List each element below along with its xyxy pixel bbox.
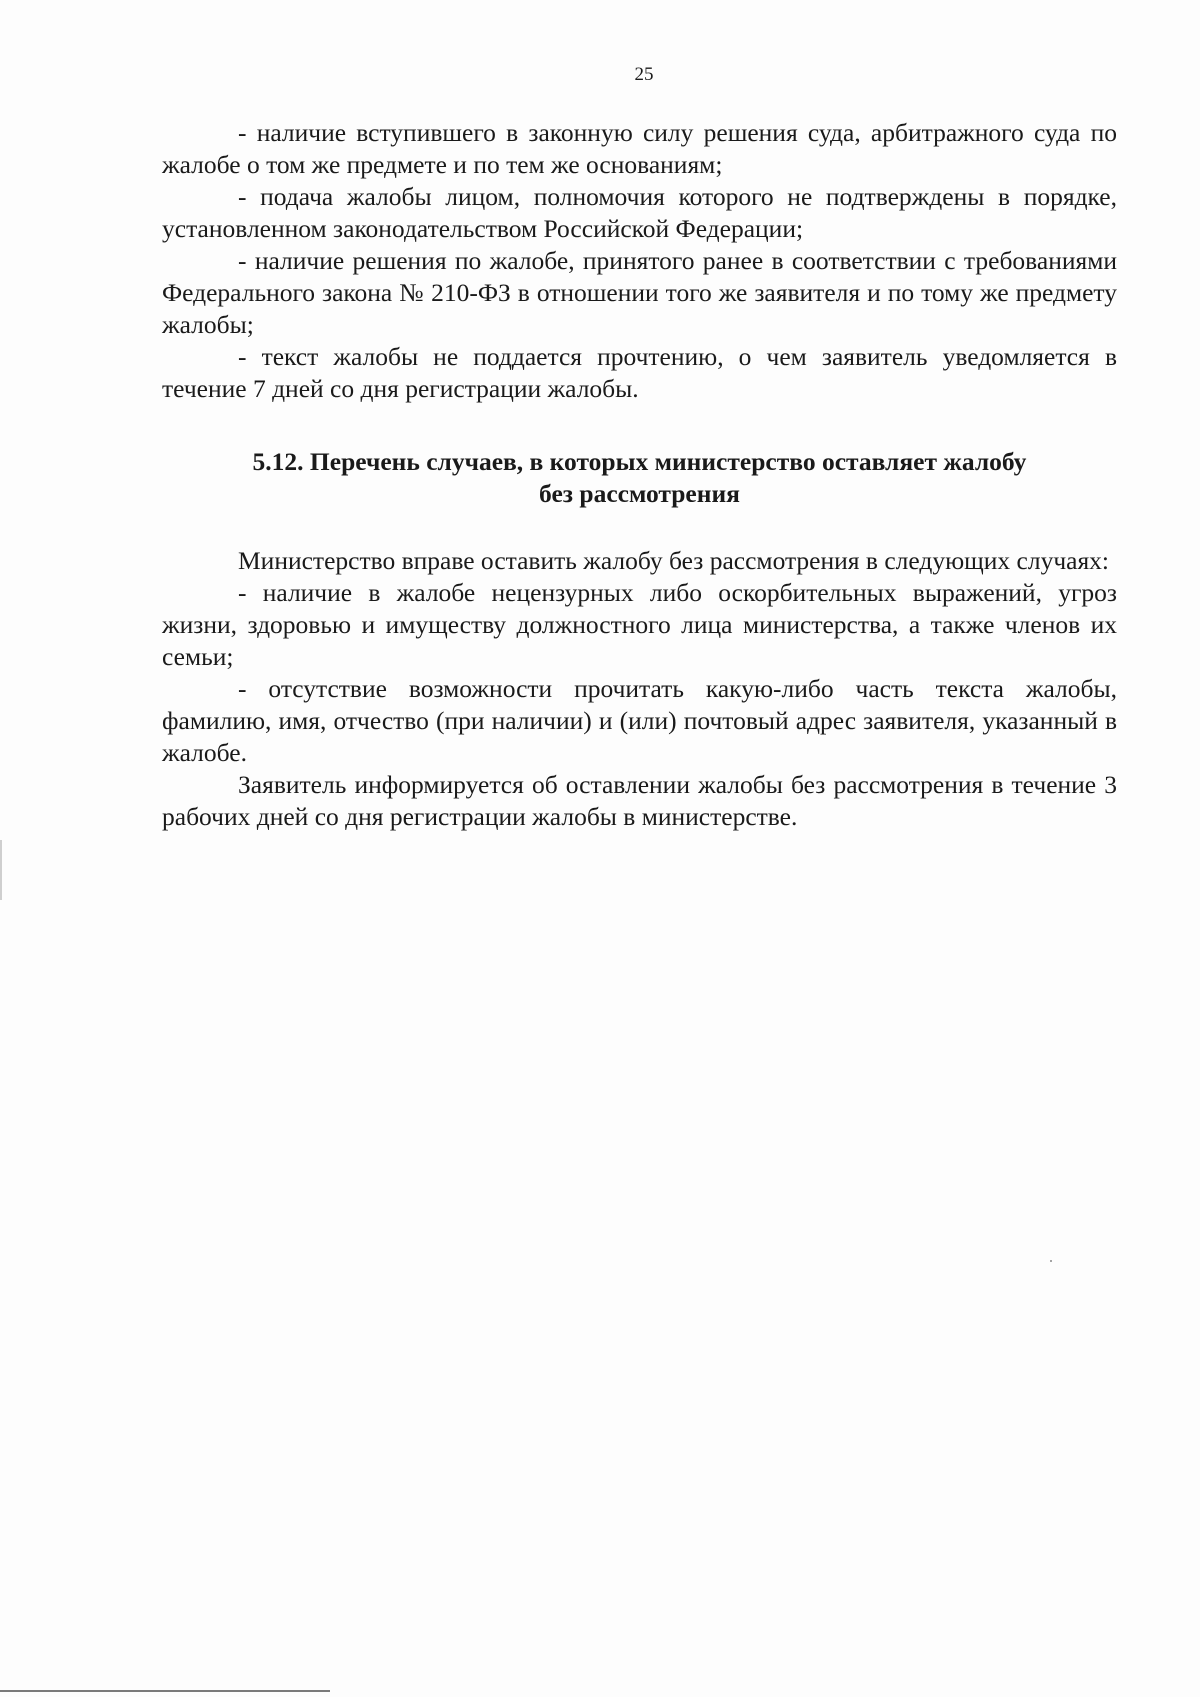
paragraph: - наличие решения по жалобе, принятого ранее в соответствии с требованиями Федерального закона № 210-ФЗ в отношении того же заявителя и по тому же предмету жалобы; — [162, 246, 1117, 339]
text-block-grounds — [162, 117, 1117, 405]
paragraph: Заявитель информируется об оставлении жалобы без рассмотрения в течение 3 рабочих дней со дня регистрации жалобы в министерстве. — [162, 770, 1117, 831]
scan-dust-mark — [1050, 1260, 1052, 1262]
paragraph: - подача жалобы лицом, полномочия которого не подтверждены в порядке, установленном законодательством Российской Федерации; — [162, 182, 1117, 243]
paragraph: - наличие в жалобе нецензурных либо оскорбительных выражений, угроз жизни, здоровью и имуществу должностного лица министерства, а также членов их семьи; — [162, 578, 1117, 671]
section-heading-line-2: без рассмотрения — [539, 479, 740, 508]
paragraph: - отсутствие возможности прочитать какую-либо часть текста жалобы, фамилию, имя, отчество (при наличии) и (или) почтовый адрес заявителя, указанный в жалобе. — [162, 674, 1117, 767]
paragraph: - наличие вступившего в законную силу решения суда, арбитражного суда по жалобе о том же предмете и по тем же основаниям; — [162, 118, 1117, 179]
paragraph: Министерство вправе оставить жалобу без рассмотрения в следующих случаях: — [238, 546, 1110, 575]
scan-edge-mark — [0, 840, 2, 900]
scan-bottom-line — [0, 1690, 330, 1692]
section-heading — [162, 446, 1117, 510]
paragraph: - текст жалобы не поддается прочтению, о чем заявитель уведомляется в течение 7 дней со дня регистрации жалобы. — [162, 342, 1117, 403]
text-block-cases — [162, 545, 1117, 833]
page-number: 25 — [634, 64, 654, 85]
section-heading-line-1: 5.12. Перечень случаев, в которых министерство оставляет жалобу — [252, 447, 1027, 476]
